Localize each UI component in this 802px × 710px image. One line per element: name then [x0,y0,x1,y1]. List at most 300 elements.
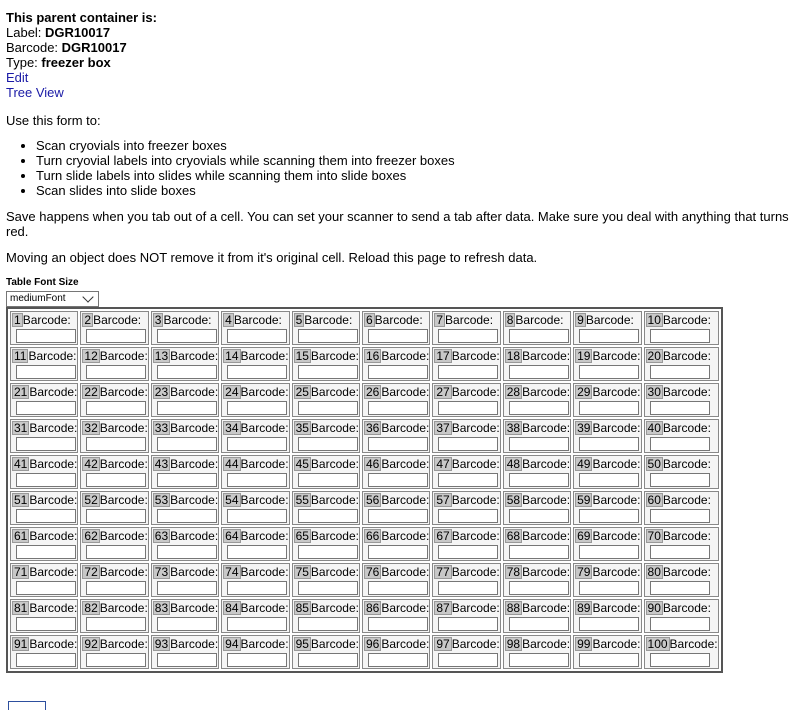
grid-cell-59 [573,491,641,525]
cell-barcode-input[interactable] [298,437,358,451]
cell-header [294,529,359,543]
cell-header [505,637,570,651]
cell-position-number: 36 [365,421,380,435]
cell-barcode-label: Barcode: [170,421,219,435]
grid-cell-9 [573,311,641,345]
cell-barcode-input[interactable] [650,581,710,595]
grid-cell-81 [10,599,78,633]
cell-barcode-input[interactable] [650,437,710,451]
grid-cell-97 [432,635,500,669]
cell-barcode-input[interactable] [438,329,498,343]
cell-barcode-label: Barcode: [445,313,494,327]
grid-row [10,599,719,633]
grid-row [10,419,719,453]
grid-cell-26 [362,383,430,417]
cell-header [223,385,288,399]
cell-barcode-input[interactable] [298,365,358,379]
grid-row [10,347,719,381]
cell-barcode-input[interactable] [227,365,287,379]
cell-barcode-label: Barcode: [662,349,711,363]
cell-header [82,313,147,327]
cell-barcode-label: Barcode: [522,601,571,615]
cell-barcode-input[interactable] [650,365,710,379]
grid-cell-73 [151,563,219,597]
cell-barcode-label: Barcode: [381,601,430,615]
cell-barcode-input[interactable] [509,509,569,523]
grid-cell-34 [221,419,289,453]
cell-barcode-label: Barcode: [451,601,500,615]
cell-barcode-input[interactable] [157,437,217,451]
grid-cell-10 [644,311,719,345]
cell-barcode-input[interactable] [157,545,217,559]
grid-cell-20 [644,347,719,381]
container-label-line [6,25,796,40]
cell-barcode-input[interactable] [86,473,146,487]
cell-barcode-input[interactable] [368,581,428,595]
cell-header [434,313,499,327]
cell-position-number: 10 [647,313,661,327]
cell-header [646,601,718,615]
cell-header [364,637,429,651]
cell-barcode-input[interactable] [438,437,498,451]
grid-cell-18 [503,347,571,381]
cell-header [82,493,147,507]
grid-cell-37 [432,419,500,453]
grid-cell-67 [432,527,500,561]
cell-barcode-input[interactable] [227,617,287,631]
cell-barcode-input[interactable] [368,365,428,379]
grid-cell-54 [221,491,289,525]
cell-barcode-input[interactable] [227,509,287,523]
cell-position-number: 12 [84,349,98,363]
cell-header [153,529,218,543]
cell-position-number: 25 [295,385,309,399]
cell-position-number: 8 [506,313,514,327]
cell-barcode-label: Barcode: [99,637,148,651]
grid-cell-92 [80,635,148,669]
cell-barcode-input[interactable] [298,545,358,559]
cell-header [575,529,640,543]
cell-header [575,385,640,399]
cell-header [505,349,570,363]
cell-barcode-input[interactable] [16,401,76,415]
cell-header [575,457,640,471]
cell-header [82,421,147,435]
grid-cell-62 [80,527,148,561]
cell-barcode-label: Barcode: [381,529,430,543]
cell-barcode-label: Barcode: [310,529,359,543]
cell-position-number: 97 [436,637,450,651]
cell-position-number: 35 [295,421,309,435]
cell-position-number: 58 [506,493,521,507]
cell-barcode-label: Barcode: [29,457,78,471]
cell-header [364,493,429,507]
grid-cell-27 [432,383,500,417]
cell-header [505,493,570,507]
cell-header [505,313,570,327]
cell-header [434,349,499,363]
cell-barcode-label: Barcode: [240,421,289,435]
cell-barcode-input[interactable] [368,329,428,343]
cell-barcode-label: Barcode: [381,421,430,435]
cell-barcode-input[interactable] [509,365,569,379]
cell-barcode-label: Barcode: [29,565,78,579]
cell-position-number: 96 [365,637,380,651]
cell-barcode-input[interactable] [298,473,358,487]
grid-cell-72 [80,563,148,597]
cell-barcode-input[interactable] [579,545,639,559]
cell-barcode-input[interactable] [157,509,217,523]
cell-position-number: 64 [225,529,239,543]
grid-cell-61 [10,527,78,561]
cell-barcode-input[interactable] [227,581,287,595]
cell-barcode-input[interactable] [298,653,358,667]
cell-barcode-input[interactable] [438,509,498,523]
cell-barcode-input[interactable] [650,545,710,559]
cell-barcode-input[interactable] [16,509,76,523]
grid-cell-100 [644,635,719,669]
cell-header [12,349,77,363]
cell-barcode-input[interactable] [227,437,287,451]
cell-barcode-label: Barcode: [662,421,711,435]
cell-barcode-input[interactable] [227,329,287,343]
tree-view-link[interactable]: Tree View [6,85,64,100]
cell-barcode-input[interactable] [157,401,217,415]
cell-position-number: 99 [577,637,591,651]
cell-header [223,313,288,327]
cell-header [575,493,640,507]
cell-barcode-input[interactable] [16,437,76,451]
cell-header [12,529,77,543]
grid-cell-2 [80,311,148,345]
cell-barcode-label: Barcode: [29,421,78,435]
cell-barcode-input[interactable] [227,653,287,667]
cell-position-number: 84 [225,601,239,615]
grid-cell-51 [10,491,78,525]
cell-barcode-input[interactable] [368,617,428,631]
cell-barcode-input[interactable] [509,473,569,487]
cell-barcode-label: Barcode: [163,313,212,327]
cell-barcode-input[interactable] [509,437,569,451]
cell-position-number: 31 [14,421,28,435]
grid-row [10,635,719,669]
cell-barcode-input[interactable] [157,473,217,487]
cell-position-number: 59 [577,493,591,507]
cell-header [223,421,288,435]
cell-barcode-label: Barcode: [240,385,289,399]
cell-barcode-input[interactable] [16,329,76,343]
cell-barcode-input[interactable] [86,329,146,343]
cell-header [434,457,499,471]
cell-barcode-input[interactable] [438,401,498,415]
cell-barcode-input[interactable] [509,545,569,559]
cell-barcode-input[interactable] [157,653,217,667]
cell-barcode-input[interactable] [298,617,358,631]
grid-cell-33 [151,419,219,453]
cell-barcode-input[interactable] [509,653,569,667]
cell-header [12,457,77,471]
cell-barcode-input[interactable] [368,545,428,559]
cell-barcode-input[interactable] [509,329,569,343]
grid-cell-49 [573,455,641,489]
grid-cell-90 [644,599,719,633]
cell-header [153,421,218,435]
cell-barcode-input[interactable] [579,509,639,523]
cell-barcode-label: Barcode: [304,313,353,327]
grid-cell-48 [503,455,571,489]
cell-barcode-label: Barcode: [662,385,711,399]
cell-barcode-input[interactable] [579,653,639,667]
cell-barcode-label: Barcode: [662,493,711,507]
cell-barcode-input[interactable] [438,545,498,559]
cell-barcode-input[interactable] [16,365,76,379]
grid-cell-44 [221,455,289,489]
cell-position-number: 26 [365,385,380,399]
cell-barcode-input[interactable] [16,617,76,631]
cell-barcode-input[interactable] [438,473,498,487]
cell-position-number: 85 [295,601,309,615]
cell-header [364,385,429,399]
cell-barcode-label: Barcode: [522,529,571,543]
cell-barcode-input[interactable] [16,653,76,667]
cell-position-number: 13 [154,349,169,363]
grid-cell-65 [292,527,360,561]
cell-barcode-input[interactable] [368,473,428,487]
grid-cell-6 [362,311,430,345]
grid-cell-12 [80,347,148,381]
cell-position-number: 89 [577,601,591,615]
cell-header [223,601,288,615]
cell-barcode-input[interactable] [298,509,358,523]
cell-barcode-input[interactable] [509,581,569,595]
cell-header [575,601,640,615]
cell-header [153,637,218,651]
cell-barcode-input[interactable] [650,473,710,487]
grid-cell-83 [151,599,219,633]
cell-barcode-input[interactable] [16,581,76,595]
cell-barcode-input[interactable] [298,329,358,343]
cell-header [434,529,499,543]
cell-position-number: 88 [506,601,521,615]
grid-cell-64 [221,527,289,561]
cell-position-number: 49 [577,457,591,471]
cell-header [223,493,288,507]
cell-position-number: 11 [14,349,27,363]
cell-barcode-label: Barcode: [240,601,289,615]
grid-cell-87 [432,599,500,633]
cell-barcode-label: Barcode: [29,601,78,615]
cell-header [646,421,718,435]
cell-barcode-label: Barcode: [99,349,148,363]
cell-position-number: 46 [365,457,380,471]
grid-cell-79 [573,563,641,597]
cell-barcode-input[interactable] [157,617,217,631]
task-item: • Turn slide labels into slides while scanning them into slide boxes [36,168,796,183]
cell-barcode-label: Barcode: [310,565,359,579]
cell-barcode-input[interactable] [650,509,710,523]
grid-cell-40 [644,419,719,453]
cell-barcode-input[interactable] [86,653,146,667]
cell-header [364,349,429,363]
cell-header [153,457,218,471]
cell-barcode-input[interactable] [368,437,428,451]
cell-barcode-input[interactable] [438,365,498,379]
cell-barcode-input[interactable] [438,617,498,631]
grid-cell-56 [362,491,430,525]
cell-barcode-label: Barcode: [585,313,634,327]
cell-position-number: 75 [295,565,309,579]
cell-barcode-input[interactable] [650,401,710,415]
cell-header [646,637,718,651]
cell-barcode-input[interactable] [509,401,569,415]
cell-header [12,313,77,327]
cell-position-number: 23 [154,385,169,399]
cell-barcode-label: Barcode: [310,637,359,651]
cell-barcode-label: Barcode: [170,565,219,579]
cell-barcode-label: Barcode: [310,421,359,435]
cell-position-number: 3 [154,313,162,327]
cell-header [294,637,359,651]
parent-container-heading: This parent container is: [6,10,157,25]
cell-position-number: 30 [647,385,661,399]
cell-barcode-input[interactable] [650,617,710,631]
cell-barcode-input[interactable] [368,653,428,667]
cell-position-number: 100 [647,637,668,651]
cell-barcode-input[interactable] [579,401,639,415]
cell-barcode-input[interactable] [227,473,287,487]
cell-barcode-label: Barcode: [592,457,641,471]
cell-barcode-input[interactable] [298,401,358,415]
cell-header [223,565,288,579]
cell-position-number: 66 [365,529,380,543]
cell-barcode-input[interactable] [579,581,639,595]
cell-header [434,637,499,651]
cell-header [294,313,359,327]
intro-text: Use this form to: [6,113,101,128]
submit-button[interactable] [8,701,46,710]
cell-header [364,601,429,615]
cell-position-number: 93 [154,637,169,651]
cell-barcode-input[interactable] [438,653,498,667]
cell-barcode-input[interactable] [368,509,428,523]
cell-barcode-input[interactable] [650,329,710,343]
cell-position-number: 60 [647,493,661,507]
cell-barcode-label: Barcode: [592,349,641,363]
cell-position-number: 47 [436,457,450,471]
font-size-select[interactable] [6,291,99,307]
cell-position-number: 41 [14,457,28,471]
cell-barcode-input[interactable] [579,437,639,451]
edit-link[interactable]: Edit [6,70,29,85]
cell-position-number: 62 [84,529,98,543]
cell-barcode-input[interactable] [16,473,76,487]
cell-header [505,457,570,471]
cell-barcode-label: Barcode: [170,493,219,507]
cell-barcode-input[interactable] [86,509,146,523]
cell-header [364,565,429,579]
label-value: DGR10017 [45,25,111,40]
cell-header [364,529,429,543]
cell-barcode-label: Barcode: [592,565,641,579]
cell-barcode-label: Barcode: [240,565,289,579]
cell-barcode-label: Barcode: [28,349,77,363]
cell-barcode-label: Barcode: [22,313,71,327]
cell-barcode-input[interactable] [86,545,146,559]
cell-position-number: 53 [154,493,169,507]
cell-header [12,421,77,435]
cell-header [646,385,718,399]
grid-cell-52 [80,491,148,525]
cell-position-number: 65 [295,529,309,543]
cell-position-number: 39 [577,421,591,435]
cell-barcode-input[interactable] [86,365,146,379]
cell-barcode-input[interactable] [86,437,146,451]
cell-barcode-input[interactable] [86,581,146,595]
cell-barcode-input[interactable] [509,617,569,631]
cell-barcode-label: Barcode: [93,313,142,327]
cell-header [12,637,77,651]
cell-barcode-label: Barcode: [99,385,148,399]
grid-cell-45 [292,455,360,489]
cell-barcode-input[interactable] [579,617,639,631]
grid-cell-11 [10,347,78,381]
grid-cell-77 [432,563,500,597]
cell-position-number: 95 [295,637,309,651]
cell-header [153,601,218,615]
cell-barcode-input[interactable] [86,401,146,415]
grid-cell-7 [432,311,500,345]
grid-cell-32 [80,419,148,453]
cell-barcode-label: Barcode: [29,493,78,507]
grid-cell-47 [432,455,500,489]
cell-barcode-input[interactable] [438,581,498,595]
grid-cell-39 [573,419,641,453]
cell-header [82,529,147,543]
cell-barcode-input[interactable] [86,617,146,631]
cell-barcode-input[interactable] [227,401,287,415]
grid-cell-70 [644,527,719,561]
cell-barcode-input[interactable] [650,653,710,667]
cell-header [575,565,640,579]
cell-barcode-label: Barcode: [522,457,571,471]
cell-position-number: 37 [436,421,450,435]
cell-barcode-input[interactable] [227,545,287,559]
cell-position-number: 79 [577,565,591,579]
cell-position-number: 33 [154,421,169,435]
cell-header [294,565,359,579]
cell-header [294,349,359,363]
cell-barcode-input[interactable] [157,365,217,379]
cell-position-number: 44 [225,457,239,471]
cell-barcode-input[interactable] [298,581,358,595]
freezer-box-grid [6,307,723,673]
cell-barcode-label: Barcode: [170,349,219,363]
cell-barcode-input[interactable] [157,329,217,343]
cell-barcode-input[interactable] [579,365,639,379]
cell-position-number: 22 [84,385,98,399]
cell-barcode-label: Barcode: [522,565,571,579]
cell-barcode-label: Barcode: [99,493,148,507]
grid-cell-96 [362,635,430,669]
cell-barcode-label: Barcode: [170,637,219,651]
cell-barcode-input[interactable] [579,473,639,487]
cell-barcode-input[interactable] [157,581,217,595]
cell-barcode-input[interactable] [368,401,428,415]
cell-barcode-label: Barcode: [522,493,571,507]
cell-barcode-input[interactable] [16,545,76,559]
cell-position-number: 17 [436,349,450,363]
cell-barcode-input[interactable] [579,329,639,343]
